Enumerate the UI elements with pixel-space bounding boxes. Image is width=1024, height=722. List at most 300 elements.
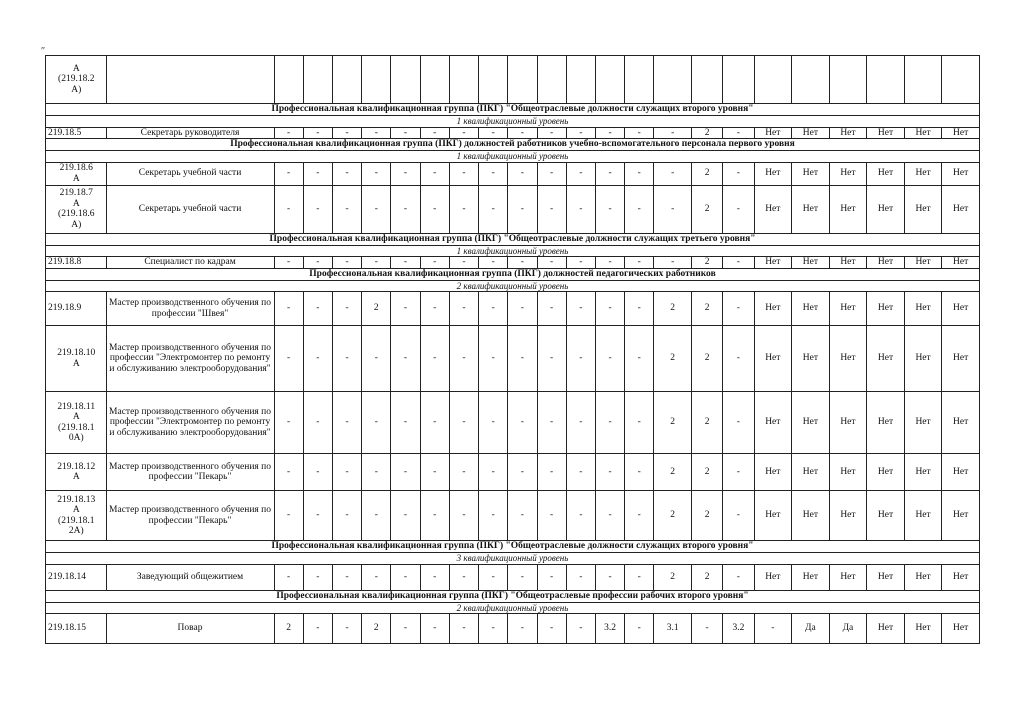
value-cell: 2 [654,326,692,392]
level-row [46,245,980,257]
table-row [46,56,980,104]
value-cell: 3.2 [723,614,754,644]
value-cell [508,56,537,104]
value-cell: Нет [867,292,905,326]
value-cell: - [332,614,361,644]
value-cell: Нет [829,292,867,326]
value-cell: - [595,491,624,541]
value-cell: - [566,162,595,185]
value-cell: - [723,454,754,491]
value-cell: 2 [654,454,692,491]
value-cell: - [274,454,303,491]
value-cell: - [449,292,478,326]
position-code: А (219.18.2 А) [46,56,107,104]
value-cell: 2 [691,162,722,185]
value-cell: - [303,292,332,326]
value-cell [904,56,942,104]
value-cell: 2 [654,491,692,541]
value-cell: - [566,491,595,541]
value-cell: 2 [362,292,391,326]
value-cell [420,56,449,104]
value-cell: - [723,292,754,326]
value-cell: - [332,162,361,185]
group-header: Профессиональная квалификационная группа (ПКГ) должностей работников учебно-вспомогательного персонала первого уровня [46,139,980,151]
value-cell: Нет [867,564,905,590]
value-cell: - [362,185,391,233]
value-cell: - [362,454,391,491]
position-name: Секретарь учебной части [106,185,274,233]
value-cell: Нет [754,127,792,139]
value-cell: Нет [754,185,792,233]
value-cell: - [391,454,420,491]
value-cell: - [303,614,332,644]
value-cell: Нет [829,491,867,541]
table-row [46,564,980,590]
value-cell: - [479,392,508,454]
table-row [46,292,980,326]
level-row [46,151,980,163]
value-cell: Нет [792,392,830,454]
value-cell: - [362,127,391,139]
value-cell: - [479,257,508,269]
value-cell: - [508,454,537,491]
value-cell: - [537,564,566,590]
value-cell [362,56,391,104]
value-cell: Нет [942,564,980,590]
table-row [46,185,980,233]
value-cell: - [449,614,478,644]
value-cell [595,56,624,104]
value-cell: Нет [754,564,792,590]
value-cell: 2 [654,292,692,326]
document-page [45,55,980,644]
value-cell: Нет [904,292,942,326]
value-cell: - [391,292,420,326]
value-cell: - [566,392,595,454]
value-cell: Нет [867,185,905,233]
value-cell: - [332,185,361,233]
group-header: Профессиональная квалификационная группа (ПКГ) "Общеотраслевые профессии рабочих второго уровня" [46,590,980,602]
value-cell: - [391,162,420,185]
group-header-row [46,104,980,116]
qualification-level: 2 квалификационный уровень [46,602,980,614]
value-cell: - [537,185,566,233]
table-row [46,614,980,644]
table-row [46,127,980,139]
value-cell: - [625,392,654,454]
value-cell: - [420,162,449,185]
value-cell: - [654,162,692,185]
value-cell: Нет [829,257,867,269]
value-cell: - [362,564,391,590]
qualification-level: 3 квалификационный уровень [46,553,980,565]
value-cell: - [420,491,449,541]
value-cell: - [274,127,303,139]
value-cell: - [723,127,754,139]
value-cell [829,56,867,104]
value-cell: - [449,127,478,139]
position-code: 219.18.6 А [46,162,107,185]
level-row [46,602,980,614]
value-cell: - [449,392,478,454]
value-cell: - [508,162,537,185]
value-cell: 2 [691,392,722,454]
value-cell: Нет [867,392,905,454]
value-cell: - [420,292,449,326]
value-cell: - [654,257,692,269]
value-cell: 2 [654,564,692,590]
value-cell: Нет [942,292,980,326]
value-cell: 2 [654,392,692,454]
value-cell: - [625,257,654,269]
value-cell: Нет [867,326,905,392]
value-cell: Нет [904,257,942,269]
classification-table [45,55,980,644]
value-cell: - [595,454,624,491]
value-cell: - [362,392,391,454]
value-cell: - [723,162,754,185]
value-cell: - [303,257,332,269]
level-row [46,553,980,565]
value-cell: - [303,454,332,491]
value-cell: - [723,564,754,590]
value-cell: - [537,162,566,185]
value-cell: - [566,292,595,326]
position-name: Мастер производственного обучения по профессии "Пекарь" [106,491,274,541]
value-cell: - [625,564,654,590]
corner-mark: ″ [41,46,46,57]
value-cell: - [566,564,595,590]
value-cell: - [625,127,654,139]
value-cell: 3.1 [654,614,692,644]
position-code: 219.18.8 [46,257,107,269]
value-cell: - [391,257,420,269]
value-cell: - [449,162,478,185]
position-name: Секретарь учебной части [106,162,274,185]
value-cell [754,56,792,104]
value-cell: Нет [942,127,980,139]
value-cell: Нет [867,162,905,185]
position-code: 219.18.13 А (219.18.1 2А) [46,491,107,541]
value-cell: Да [792,614,830,644]
value-cell: - [274,564,303,590]
value-cell: Нет [754,257,792,269]
position-name: Мастер производственного обучения по профессии "Электромонтер по ремонту и обслуживанию электрооборудования" [106,392,274,454]
value-cell: - [566,614,595,644]
value-cell: - [479,292,508,326]
value-cell: 2 [274,614,303,644]
value-cell [537,56,566,104]
value-cell [691,56,722,104]
value-cell: - [332,292,361,326]
value-cell: Нет [792,185,830,233]
value-cell: Нет [867,257,905,269]
value-cell: - [537,326,566,392]
value-cell: - [625,491,654,541]
value-cell: Нет [867,491,905,541]
value-cell: - [595,127,624,139]
value-cell: - [508,257,537,269]
value-cell: - [595,392,624,454]
value-cell: - [537,614,566,644]
value-cell: 2 [691,127,722,139]
qualification-level: 1 квалификационный уровень [46,245,980,257]
value-cell: Нет [904,564,942,590]
value-cell: - [303,162,332,185]
value-cell: - [420,392,449,454]
value-cell: Нет [754,491,792,541]
value-cell: - [508,326,537,392]
value-cell [792,56,830,104]
value-cell: Нет [904,326,942,392]
value-cell: - [537,454,566,491]
value-cell: - [508,185,537,233]
value-cell: 2 [691,454,722,491]
value-cell [391,56,420,104]
group-header: Профессиональная квалификационная группа (ПКГ) "Общеотраслевые должности служащих второго уровня" [46,541,980,553]
value-cell: Нет [792,127,830,139]
value-cell: - [303,326,332,392]
position-name: Заведующий общежитием [106,564,274,590]
value-cell: - [654,185,692,233]
value-cell: Нет [904,614,942,644]
value-cell: - [595,257,624,269]
value-cell: - [479,162,508,185]
value-cell: - [303,491,332,541]
value-cell: - [362,162,391,185]
value-cell: - [508,491,537,541]
position-name: Мастер производственного обучения по профессии "Пекарь" [106,454,274,491]
value-cell [654,56,692,104]
value-cell [479,56,508,104]
value-cell: - [391,392,420,454]
value-cell: - [537,127,566,139]
value-cell: - [625,454,654,491]
value-cell: Нет [942,491,980,541]
value-cell: Нет [754,326,792,392]
value-cell: - [274,185,303,233]
position-code: 219.18.14 [46,564,107,590]
position-name: Повар [106,614,274,644]
value-cell: - [479,564,508,590]
position-code: 219.18.5 [46,127,107,139]
value-cell: - [391,614,420,644]
value-cell: - [303,392,332,454]
value-cell: - [508,392,537,454]
value-cell: - [420,614,449,644]
value-cell: - [274,162,303,185]
value-cell: - [391,564,420,590]
value-cell: Нет [792,491,830,541]
value-cell: Нет [754,162,792,185]
table-row [46,162,980,185]
value-cell: - [420,257,449,269]
value-cell: - [654,127,692,139]
value-cell: - [595,185,624,233]
value-cell: - [723,392,754,454]
value-cell: Да [829,614,867,644]
value-cell: Нет [792,454,830,491]
value-cell: - [391,127,420,139]
value-cell: - [508,292,537,326]
value-cell: - [449,454,478,491]
value-cell: - [625,614,654,644]
value-cell: - [537,257,566,269]
value-cell: - [391,326,420,392]
table-row [46,454,980,491]
value-cell [723,56,754,104]
value-cell: Нет [829,326,867,392]
value-cell: Нет [792,292,830,326]
value-cell: - [420,326,449,392]
value-cell: Нет [942,454,980,491]
position-code: 219.18.10 А [46,326,107,392]
value-cell: - [625,162,654,185]
position-name: Секретарь руководителя [106,127,274,139]
value-cell: Нет [754,392,792,454]
table-row [46,326,980,392]
level-row [46,116,980,128]
value-cell: Нет [829,392,867,454]
position-name [106,56,274,104]
value-cell: 2 [691,564,722,590]
value-cell: Нет [792,564,830,590]
value-cell: - [420,564,449,590]
value-cell: - [723,491,754,541]
value-cell: - [479,614,508,644]
group-header: Профессиональная квалификационная группа (ПКГ) "Общеотраслевые должности служащих третьего уровня" [46,233,980,245]
value-cell: - [303,127,332,139]
value-cell: Нет [829,127,867,139]
value-cell: - [566,454,595,491]
position-code: 219.18.12 А [46,454,107,491]
value-cell: 2 [362,614,391,644]
value-cell [332,56,361,104]
position-name: Мастер производственного обучения по профессии "Швея" [106,292,274,326]
value-cell: - [479,454,508,491]
position-code: 219.18.15 [46,614,107,644]
value-cell: Нет [942,326,980,392]
value-cell: - [508,614,537,644]
group-header: Профессиональная квалификационная группа (ПКГ) должностей педагогических работников [46,268,980,280]
value-cell: - [449,326,478,392]
value-cell: - [479,127,508,139]
value-cell: Нет [754,454,792,491]
value-cell: - [420,127,449,139]
value-cell: - [625,185,654,233]
value-cell: - [566,185,595,233]
level-row [46,280,980,292]
value-cell: - [332,326,361,392]
value-cell: - [332,127,361,139]
value-cell [566,56,595,104]
value-cell: Нет [792,257,830,269]
value-cell: 2 [691,257,722,269]
value-cell: - [754,614,792,644]
value-cell: - [274,292,303,326]
value-cell: - [595,162,624,185]
position-name: Мастер производственного обучения по профессии "Электромонтер по ремонту и обслуживанию электрооборудования" [106,326,274,392]
value-cell: 2 [691,185,722,233]
value-cell: - [362,491,391,541]
table-row [46,392,980,454]
group-header-row [46,541,980,553]
table-row [46,491,980,541]
value-cell: - [595,564,624,590]
value-cell: - [274,326,303,392]
value-cell: Нет [867,127,905,139]
value-cell: - [625,292,654,326]
value-cell: - [537,292,566,326]
value-cell: Нет [904,392,942,454]
value-cell: - [691,614,722,644]
value-cell: - [595,326,624,392]
value-cell: - [566,326,595,392]
group-header-row [46,268,980,280]
value-cell: Нет [942,185,980,233]
value-cell: - [723,326,754,392]
value-cell: - [479,326,508,392]
value-cell: - [566,127,595,139]
value-cell: 3.2 [595,614,624,644]
value-cell: 2 [691,292,722,326]
value-cell: Нет [867,614,905,644]
position-code: 219.18.11 А (219.18.1 0А) [46,392,107,454]
group-header: Профессиональная квалификационная группа (ПКГ) "Общеотраслевые должности служащих второго уровня" [46,104,980,116]
value-cell: - [508,127,537,139]
value-cell: Нет [829,185,867,233]
value-cell: - [420,185,449,233]
value-cell: 2 [691,491,722,541]
value-cell: Нет [942,614,980,644]
value-cell: Нет [942,162,980,185]
value-cell: - [362,257,391,269]
value-cell: 2 [691,326,722,392]
value-cell: Нет [792,326,830,392]
value-cell: Нет [792,162,830,185]
value-cell: - [449,257,478,269]
value-cell: - [274,392,303,454]
value-cell: - [420,454,449,491]
value-cell: Нет [904,162,942,185]
qualification-level: 1 квалификационный уровень [46,116,980,128]
value-cell: - [303,185,332,233]
value-cell: - [449,491,478,541]
qualification-level: 2 квалификационный уровень [46,280,980,292]
value-cell: - [566,257,595,269]
value-cell: - [537,491,566,541]
value-cell: Нет [829,162,867,185]
value-cell: - [332,454,361,491]
position-code: 219.18.9 [46,292,107,326]
value-cell [625,56,654,104]
value-cell: Нет [867,454,905,491]
value-cell: Нет [942,392,980,454]
value-cell: - [449,185,478,233]
value-cell: Нет [829,564,867,590]
value-cell: - [723,257,754,269]
value-cell: Нет [942,257,980,269]
value-cell: Нет [754,292,792,326]
value-cell: - [508,564,537,590]
value-cell: Нет [904,127,942,139]
position-name: Специалист по кадрам [106,257,274,269]
value-cell [449,56,478,104]
group-header-row [46,139,980,151]
value-cell: - [391,185,420,233]
value-cell: Нет [829,454,867,491]
value-cell: - [332,491,361,541]
